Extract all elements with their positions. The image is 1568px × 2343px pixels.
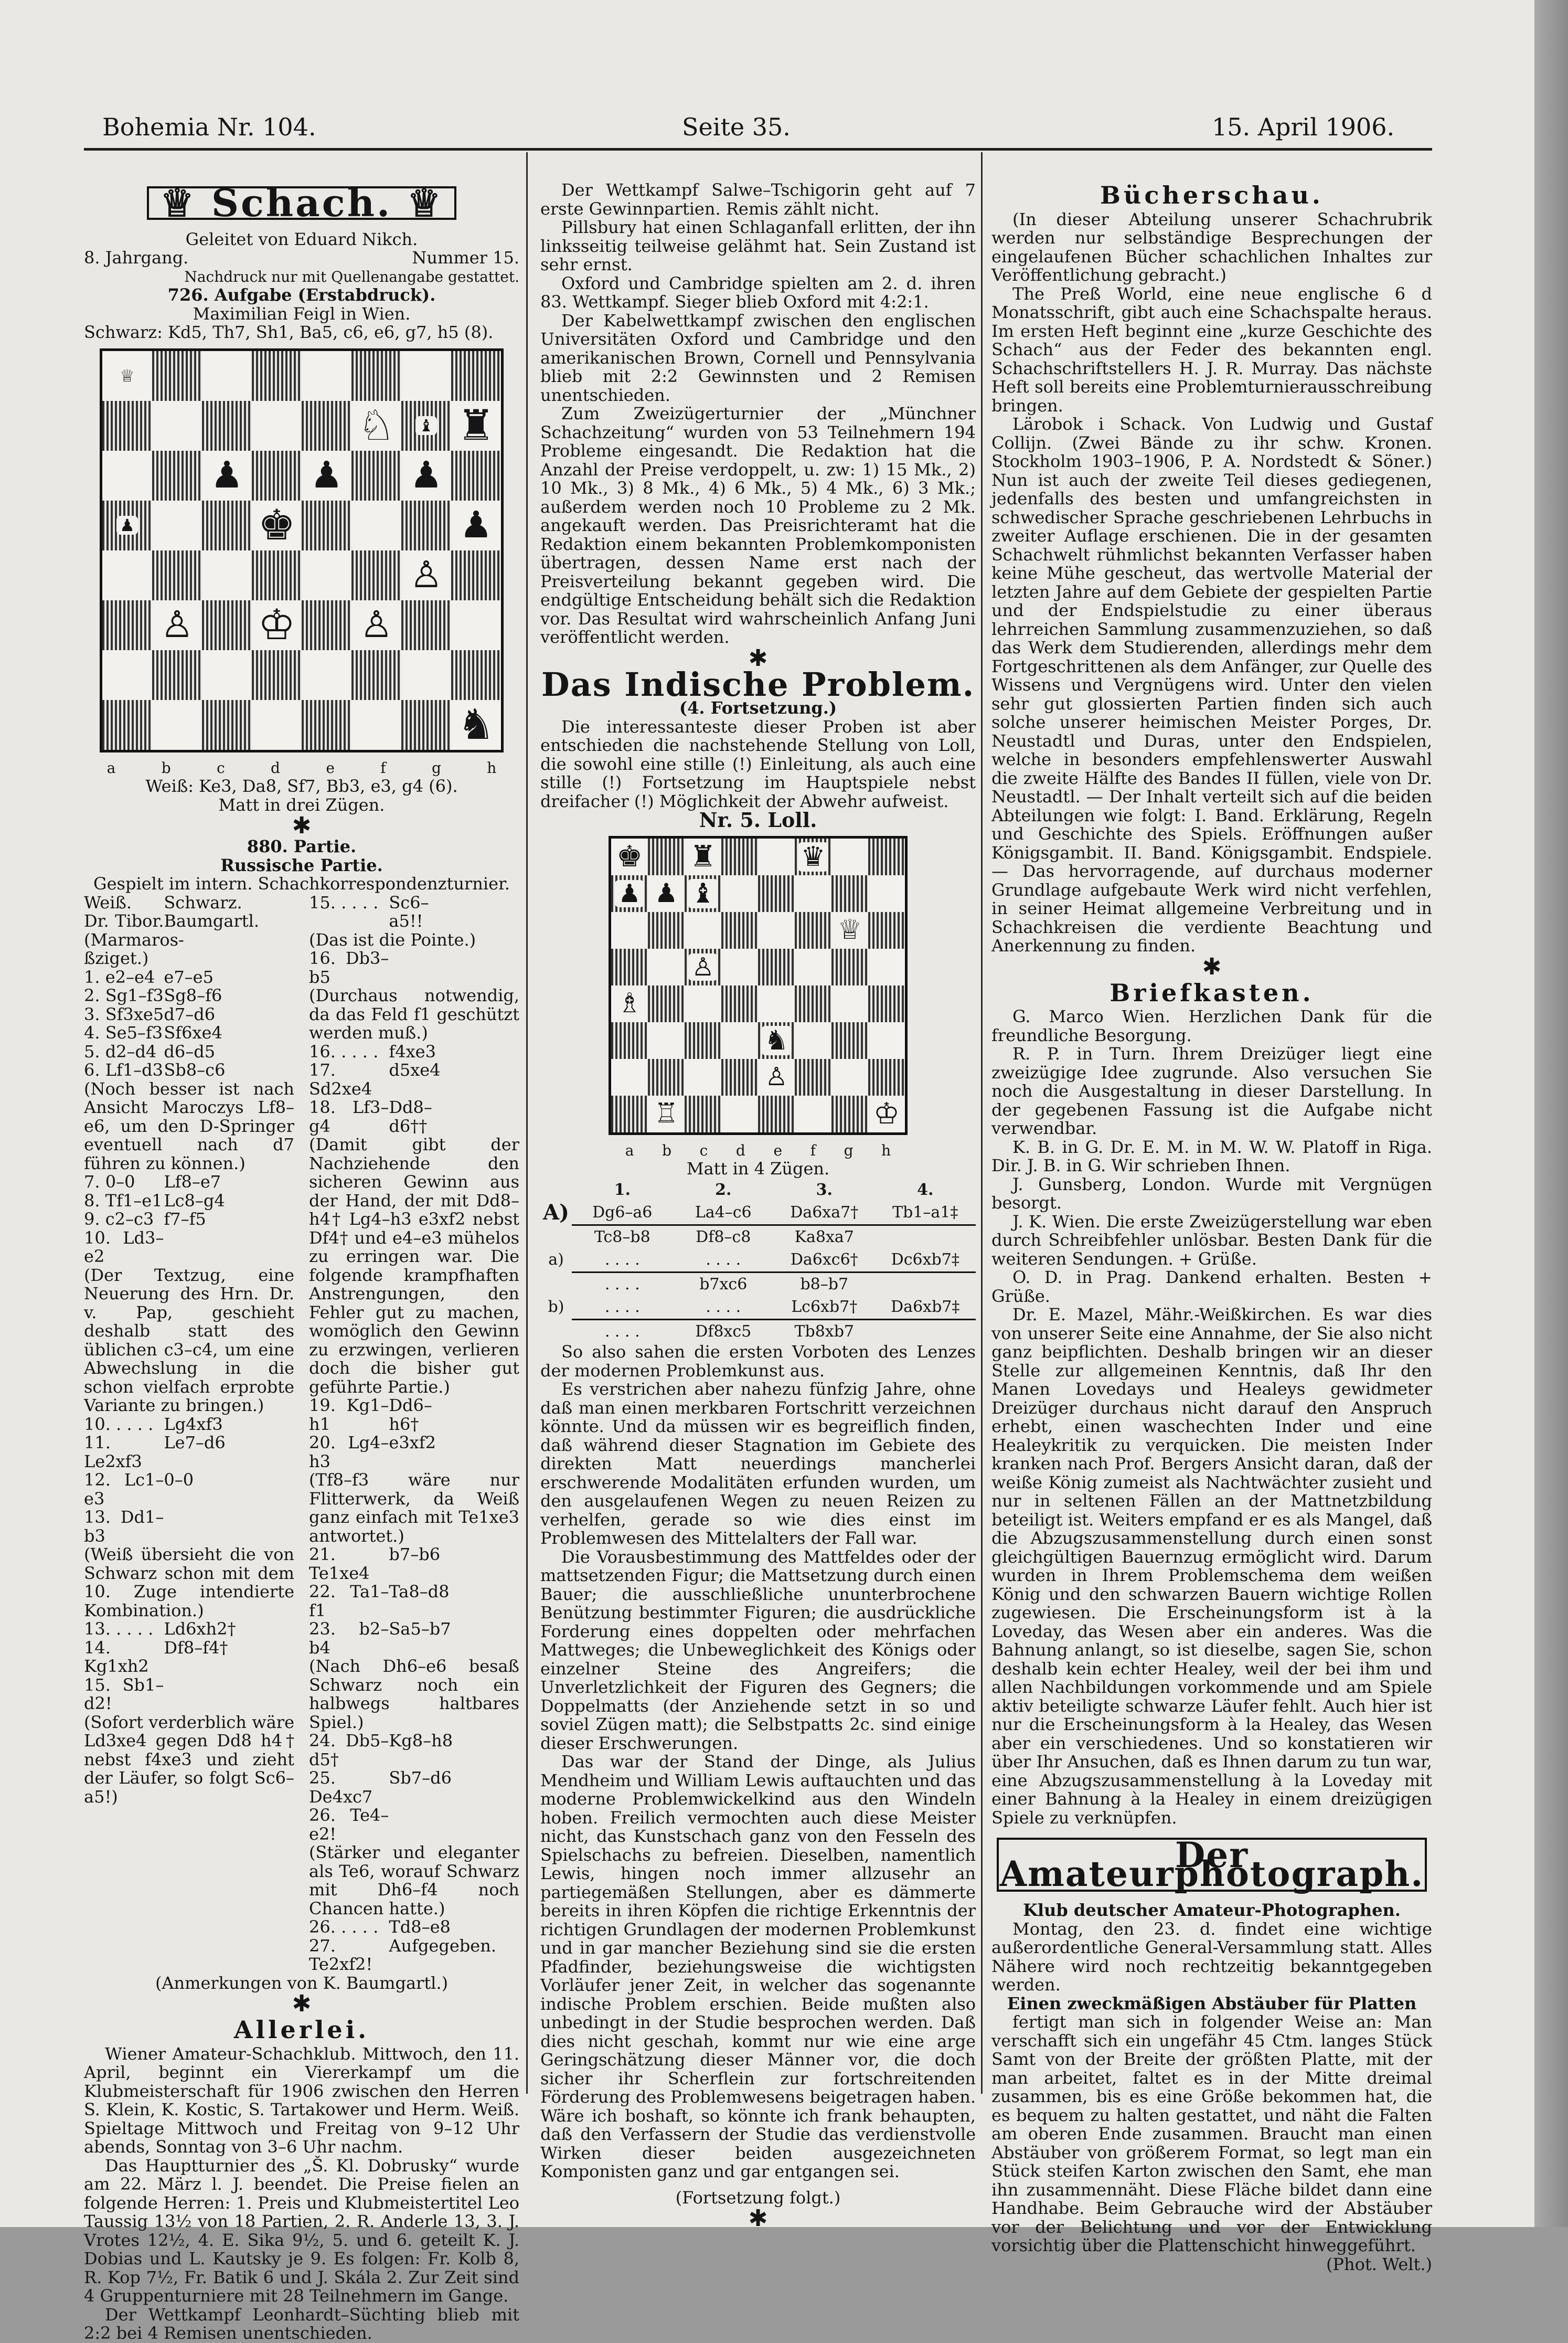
move-row xyxy=(84,1192,294,1211)
black-move: Sf6xe4 xyxy=(164,1023,222,1043)
black-move: e7–e5 xyxy=(164,967,214,987)
mailbox-entry: J. Gunsberg, London. Wurde mit Vergnügen besorgt. xyxy=(991,1174,1432,1213)
chess-diagram-726: ♕ ♘ ♝ ♜ ♟ ♟ ♟ ♟ ♚ ♟ ♙ ♙ ♔ ♙ ♞ xyxy=(100,348,504,752)
mailbox-entry: R. P. in Turn. Ihrem Dreizüger liegt eine zweizügige Idee zugrunde. Also versuchen Sie noch die Ausgestaltung in dieser Darstellung. In der gegebenen Fassung ist die Aufgabe nicht verwendbar. xyxy=(991,1044,1432,1138)
separator-star: ✱ xyxy=(292,812,312,839)
game-name: Russische Partie. xyxy=(220,855,383,875)
column-news xyxy=(540,181,976,2230)
black-move xyxy=(164,1676,231,1713)
white-pieces: Weiß: Ke3, Da8, Sf7, Bb3, e3, g4 (6). xyxy=(145,776,458,796)
white-move: 8. Tf1–e1 xyxy=(84,1190,163,1211)
black-move: Dd8–d6†† xyxy=(389,1097,432,1136)
books-title: Bücherschau. xyxy=(1100,181,1324,209)
white-move: 11. Le2xf3 xyxy=(84,1433,142,1471)
mailbox-entry: G. Marco Wien. Herzlichen Dank für die freundliche Besorgung. xyxy=(991,1006,1432,1045)
move-row xyxy=(309,1769,519,1806)
solution-table: 1. 2. 3. 4. A) Dg6–a6 La4–c6 Da6xa7† Tb1–a1‡ Tc8–b8 Df8–c8 Ka8xa7 a) . . . . . . . . Da6xc6† Dc6xb7‡ . . . . b7xc6 b8–b7 b) . . . . . . . . Lc6xb7† Da6xb7‡ . . . . Df8xc5 Tb8xb7 xyxy=(540,1179,976,1343)
white-move: 26. . . . . xyxy=(309,1917,379,1937)
move-row xyxy=(84,1676,294,1713)
black-move: d5xe4 xyxy=(389,1060,441,1080)
black-move: Lf8–e7 xyxy=(164,1172,221,1192)
black-move: e3xf2 xyxy=(389,1433,436,1453)
white-move: 7. 0–0 xyxy=(84,1172,135,1192)
move-row xyxy=(84,1471,294,1508)
move-row xyxy=(84,968,294,987)
move-row xyxy=(84,1639,294,1676)
black-move xyxy=(389,1806,456,1843)
black-move xyxy=(389,949,456,987)
column-divider xyxy=(981,152,983,2094)
separator-star: ✱ xyxy=(748,2205,768,2232)
white-move: 13. Dd1–b3 xyxy=(84,1507,164,1546)
reprint-note: Nachdruck nur mit Quellenangabe gestattet. xyxy=(184,268,519,285)
move-row xyxy=(309,1806,519,1843)
white-move: 6. Lf1–d3 xyxy=(84,1060,163,1080)
problem-author: Maximilian Feigl in Wien. xyxy=(193,303,411,324)
chess-issue-line xyxy=(84,249,519,268)
separator-star: ✱ xyxy=(292,1990,312,2017)
black-move: Kg8–h8 xyxy=(389,1731,453,1751)
white-move: 24. Db5–d5† xyxy=(309,1731,389,1769)
white-move: 25. De4xc7 xyxy=(309,1768,373,1807)
game-note: (Nach Dh6–e6 besaß Schwarz noch ein halbwegs haltbares Spiel.) xyxy=(309,1656,519,1732)
move-row xyxy=(84,1415,294,1434)
mailbox-title: Briefkasten. xyxy=(1110,978,1314,1007)
white-move: 15. . . . . xyxy=(309,892,379,913)
black-move: Td8–e8 xyxy=(389,1917,451,1937)
black-move: Sg8–f6 xyxy=(164,985,222,1005)
problem-title: 726. Aufgabe (Erstabdruck). xyxy=(167,285,436,305)
white-move: 1. e2–e4 xyxy=(84,967,155,987)
move-row xyxy=(84,1043,294,1062)
white-move: 23. b2–b4 xyxy=(309,1619,389,1658)
header-rule xyxy=(84,148,1432,151)
misc-paragraph: Der Wettkampf Leonhardt–Süchting blieb mit 2:2 bei 4 Remisen unentschieden. xyxy=(84,2304,519,2343)
separator-star: ✱ xyxy=(748,644,768,672)
move-row xyxy=(309,1043,519,1062)
black-move: 0–0 xyxy=(164,1470,194,1490)
mailbox-entry: O. D. in Prag. Dankend erhalten. Besten + Grüße. xyxy=(991,1267,1432,1306)
game-score xyxy=(84,894,519,1974)
game-score-left: Weiß. Schwarz. Dr. Tibor. (Marmaros-ßziget.) Baumgartl. 1. e2–e4 e7–e5 2. Sg1–f3 Sg8–f6 3. Sf3xe5 d7–d6 4. Se5–f3 Sf6xe4 5. d2–d4 d6–d5 6. Lf1–d3 Sb8–c6 (Noch besser ist nach Ansicht Maroczys Lf8–e6, um den D-Springer eventuell nach d7 führen zu können.) 7. 0–0 Lf8–e7 8. Tf1–e1 Lc8–g4 9. c2–c3 f7–f5 10. Ld3–e2 (Der Textzug, eine Neuerung des Hrn. Dr. v. Pap, geschieht deshalb statt des üblichen c3–c4, um eine Abwechslung in die schon vielfach erprobte Variante zu bringen.) 10. . . . . Lg4xf3 11. Le2xf3 Le7–d6 12. Lc1–e3 0–0 13. Dd1–b3 (Weiß übersieht die von Schwarz schon mit dem 10. Zuge intendierte Kombination.) 13. . . . . Ld6xh2† 14. Kg1xh2 Df8–f4† 15. Sb1–d2! (Sofort verderblich wäre Ld3xe4 gegen Dd8 h4† nebst f4xe3 und zieht der Läufer, so folgt Sc6–a5!) xyxy=(84,892,294,1807)
white-move: 13. . . . . xyxy=(84,1619,154,1639)
game-note: (Durchaus notwendig, da das Feld f1 geschützt werden muß.) xyxy=(309,985,519,1043)
move-row xyxy=(309,1937,519,1974)
indian-paragraph: Es verstrichen aber nahezu fünfzig Jahre, ohne daß man einen merkbaren Fortschritt verzeichnen könnte. Und da müssen wir es begreiflich finden, daß während dieser Stagnation im Gebiete des direkten Matt neuerdings mancherlei erschwerende Modalitäten erfunden wurden, um den ausgelaufenen Wegen zu neuen Reizen zu verhelfen, gerade so wie dies einst im Problemwesen des Mittelalters der Fall war. xyxy=(540,1379,976,1548)
white-move: 18. Lf3–g4 xyxy=(309,1097,389,1136)
indian-problem-subtitle: (4. Fortsetzung.) xyxy=(679,698,837,718)
move-row xyxy=(84,1024,294,1043)
black-move: Dd6–h6† xyxy=(389,1395,432,1434)
mailbox-entry: Dr. E. Mazel, Mähr.-Weißkirchen. Es war dies von unserer Seite eine Annahme, der Sie also nicht ganz beipflichten. Deshalb bringen wir an dieser Stelle zur allgemeinen Kenntnis, daß Ihr den Manen Lovedays und Healeys gewidmeter Dreizüger durchaus nicht darauf den Anspruch erhebt, einen waschechten Inder und eine Healeykritik zu verquicken. Die meisten Inder kranken nach Prof. Bergers Ansicht daran, daß der weiße König zumeist als Nachtwächter zusieht und nur in seltenen Fällen an der Mattnetzbildung beteiligt ist. Weiters empfand er es als Mangel, daß die Abzugszusammenstellung durch einen sonst gleichgültigen Bauernzug ermöglicht wird. Darum wurden in Ihrem Problemschema dem weißen König und den schwarzen Bauern wichtige Rollen zugewiesen. Die Erscheinungsform ist à la Loveday, das Wesen aber ein anderes. Was die Bahnung anlangt, so ist dieselbe, sagen Sie, schon deshalb kein echter Healey, weil der bei ihm und allen Nachbildungen vorkommende und am Spiele aktiv beteiligte schwarze Läufer fehlt. Auch hier ist nur die Erscheinungsform à la Healey, das Wesen aber ein verschiedenes. Und so konstatieren wir über Ihr Ansuchen, daß es Ihnen darum zu tun war, eine Abzugszusammenstellung à la Loveday mit einer Bahnung à la Healey in einem dreizügigen Spiele zu verknüpfen. xyxy=(991,1305,1432,1828)
move-row xyxy=(84,1508,294,1545)
move-row xyxy=(309,1732,519,1769)
move-row xyxy=(309,1620,519,1657)
move-row xyxy=(84,1173,294,1192)
chess-editor: Geleitet von Eduard Nikch. xyxy=(185,229,418,249)
black-move: Ld6xh2† xyxy=(164,1619,236,1639)
white-move: 12. Lc1–e3 xyxy=(84,1470,164,1509)
white-move: 15. Sb1–d2! xyxy=(84,1674,164,1713)
white-move: 9. c2–c3 xyxy=(84,1209,154,1229)
move-row xyxy=(84,1210,294,1229)
continuation-note: (Fortsetzung folgt.) xyxy=(675,2187,841,2208)
photo-paragraph: fertigt man sich in folgender Weise an: Man verschafft sich ein ungefähr 45 Ctm. langes Stück Samt von der Breite der größten Platte, mit der man arbeitet, faltet es in der Mitte dreimal zusammen, bis es eine Größe bekommen hat, die es bequem zu halten gestattet, und näht die Falten am oberen Ende zusammen. Braucht man einen Abstäuber von größerem Format, so legt man ein Stück steifen Karton zwischen den Samt, ehe man ihn zusammennäht. Diese Fläche bildet dann eine Handhabe. Beim Gebrauche wird der Abstäuber vor der Belichtung und vor der Entwicklung vorsichtig über die Plattenschicht hinweggeführt. xyxy=(991,2012,1432,2255)
black-move: Sb8–c6 xyxy=(164,1060,226,1080)
chess-number: Nummer 15. xyxy=(412,248,519,268)
black-move xyxy=(164,1508,231,1545)
move-row xyxy=(309,1583,519,1620)
move-row xyxy=(84,1229,294,1266)
move-row xyxy=(309,1061,519,1098)
game-score-right xyxy=(302,894,519,1974)
column-reviews xyxy=(991,181,1432,2274)
chess-diagram-loll: ♚ ♜ ♛ ♟ ♟ ♝ ♕ ♙ ♗ ♞ ♙ ♖ ♔ xyxy=(609,836,908,1135)
move-row xyxy=(309,1545,519,1583)
misc-paragraph: Wiener Amateur-Schachklub. Mittwoch, den 11. April, beginnt ein Viererkampf um die Klubmeisterschaft für 1906 zwischen den Herren S. Klein, K. Kostic, S. Tartakower und Herm. Weiß. Spieltage Mittwoch und Freitag von 9–12 Uhr abends, Sonntag von 3–6 Uhr nachm. xyxy=(84,2043,519,2157)
mailbox-entry: J. K. Wien. Die erste Zweizügerstellung war eben durch Schreibfehler unlösbar. Besten Dank für die weiteren Sendungen. + Grüße. xyxy=(991,1211,1432,1269)
white-move: 26. Te4–e2! xyxy=(309,1805,389,1844)
move-row xyxy=(309,1434,519,1471)
indian-paragraph: Das war der Stand der Dinge, als Julius Mendheim und William Lewis auftauchten und das moderne Problemwickelkind aus den Windeln hoben. Freilich vermochten auch diese Meister nicht, das Kunstschach ganz von den Fesseln des Spielschachs zu befreien. Dieselben, namentlich Lewis, hingen noch immer allzusehr an partiegemäßen Stellungen, aber es dämmerte bereits in ihren Köpfen die richtige Erkenntnis der richtigen Grundlagen der modernen Problemkunst und in gar mancher Beziehung sind sie die ersten Pfadfinder, beziehungsweise die wichtigsten Vorläufer jener Zeit, in welcher das sogenannte indische Problem erschien. Beide mußten also unbedingt in der Studie besprochen werden. Daß dies nicht geschah, kommt nur wie eine arge Geringschätzung dieser Männer vor, die doch sicher ihr Scherflein zur fortschreitenden Förderung des Problemwesens beigetragen haben. Wäre ich boshaft, so könnte ich frank behaupten, daß den Verfassern der Studie das verdienstvolle Wirken dieser beiden ausgezeichneten Komponisten ganz und gar entgangen sei. xyxy=(540,1752,976,2181)
indian-paragraph: Die Vorausbestimmung des Mattfeldes oder der mattsetzenden Figur; die Mattsetzung durch einen Bauer; die ausschließliche ununterbrochene Benützung bestimmter Figuren; die ausdrückliche Forderung eines doppelten oder mehrfachen Mattweges; die Unbeweglichkeit des Königs oder einzelner Steine des Angreifers; die Unverletzlichkeit der Figuren des Gegners; die Doppelmatts (der Anziehende setzt in so und soviel Zügen matt); die Selbstpatts 2c. sind einige dieser Erschwerungen. xyxy=(540,1546,976,1753)
game-note: (Weiß übersieht die von Schwarz schon mit dem 10. Zuge intendierte Kombination.) xyxy=(84,1544,294,1620)
news-paragraph: Pillsbury hat einen Schlaganfall erlitten, der ihn linksseitig teilweise gelähmt hat. Sein Zustand ist sehr ernst. xyxy=(540,217,976,274)
header-right: 15. April 1906. xyxy=(1212,113,1395,141)
game-note: (Noch besser ist nach Ansicht Maroczys Lf8–e6, um den D-Springer eventuell nach d7 führen zu können.) xyxy=(84,1078,294,1173)
white-move: 21. Te1xe4 xyxy=(309,1544,370,1583)
black-move: f7–f5 xyxy=(164,1209,206,1229)
black-move: Sb7–d6 xyxy=(389,1768,452,1788)
indian-problem-title: Das Indische Problem. xyxy=(541,665,975,704)
header-center: Seite 35. xyxy=(682,113,791,141)
books-paragraph: Lärobok i Schack. Von Ludwig und Gustaf Collijn. (Zwei Bände zu ihr schw. Kronen. Stockholm 1903–1906, P. A. Nordstedt & Söner.) Nun ist auch der zweite Teil dieses gediegenen, jedenfalls des besten und umfangreichsten in schwedischer Sprache geschriebenen Lehrbuchs in zweiter Auflage erschienen. Die in der gesamten Schachwelt rühmlichst bekannten Verfasser haben keine Mühe gescheut, das wertvolle Material der letzten Jahre auf dem Gebiete der gespielten Partie und der Endspielstudie zu einer überaus lehrreichen Sammlung zusammenzuziehen, so daß das Werk dem Studierenden, allerdings mehr dem Fortgeschrittenen als dem Anfänger, zur Quelle des Wissens und Vergnügens wird. Unter den vielen sehr gut glossierten Partien finden sich auch solche unserer heimischen Meister Porges, Dr. Neustadtl und Duras, unter den Endspielen, welche in besonders empfehlenswerter Auswahl die zweite Hälfte des Bandes II füllen, viele von Dr. Neustadtl. — Der Inhalt verteilt sich auf die beiden Abteilungen wie folgt: I. Band. Erklärung, Regeln und Geschichte des Spiels. Eröffnungen außer Königsgambit. II. Band. Königsgambit. Endspiele. — Das hervorragende, auf durchaus moderner Grundlage aufgebaute Werk wird nicht verfehlen, in seiner Heimat allgemeine Verbreitung und in Schachkreisen die verdiente Beachtung und Anerkennung zu finden. xyxy=(991,414,1432,956)
photo-club-heading: Klub deutscher Amateur-Photographen. xyxy=(1023,1900,1401,1920)
black-move xyxy=(164,1229,231,1266)
white-move: 10. Ld3–e2 xyxy=(84,1227,164,1266)
white-move: 17. Sd2xe4 xyxy=(309,1060,372,1099)
white-move: 19. Kg1–h1 xyxy=(309,1395,389,1434)
black-move: d7–d6 xyxy=(164,1004,216,1024)
game-note: (Tf8–f3 wäre nur Flitterwerk, da Weiß ganz einfach mit Te1xe3 antwortet.) xyxy=(309,1470,519,1546)
books-paragraph: (In dieser Abteilung unserer Schachrubrik werden nur selbständige Besprechungen der eingelaufenen Bücher schachlichen Inhaltes zur Veröffentlichung gebracht.) xyxy=(991,209,1432,285)
photo-duster-heading: Einen zweckmäßigen Abstäuber für Platten xyxy=(1007,1993,1417,2013)
move-row xyxy=(84,1620,294,1639)
black-move: Aufgegeben. xyxy=(389,1935,496,1956)
misc-paragraph: Das Hauptturnier des „Š. Kl. Dobrusky“ wurde am 22. März l. J. beendet. Die Preise fielen an folgende Herren: 1. Preis und Klubmeistertitel Leo Taussig 13½ von 18 Partien, 2. R. Anderle 13, 3. J. Vrotes 12½, 4. E. Sika 9½, 5. und 6. geteilt K. J. Dobias und L. Kautsky je 9. Es folgen: Fr. Kolb 8, R. Kop 7½, Fr. Batik 6 und J. Skála 2. Zur Zeit sind 4 Gruppenturniere mit 28 Teilnehmern im Gange. xyxy=(84,2155,519,2306)
news-paragraph: Der Kabelwettkampf zwischen den englischen Universitäten Oxford und Cambridge und den amerikanischen Brown, Cornell und Pennsylvania blieb mit 2:2 Gewinnsten und 2 Remisen unentschieden. xyxy=(540,310,976,405)
move-row xyxy=(84,1061,294,1080)
white-move: 16. Db3–b5 xyxy=(309,948,389,987)
column-chess xyxy=(84,181,519,2343)
chess-year: 8. Jahrgang. xyxy=(84,248,189,268)
misc-title: Allerlei. xyxy=(233,2016,370,2044)
game-note: (Stärker und eleganter als Te6, worauf Schwarz mit Dh6–f4 noch Chancen hatte.) xyxy=(309,1842,519,1918)
move-row xyxy=(309,894,519,931)
game-title: 880. Partie. xyxy=(247,836,357,856)
black-move: Lc8–g4 xyxy=(164,1190,225,1211)
black-move: Df8–f4† xyxy=(164,1637,228,1658)
white-move: 10. . . . . xyxy=(84,1414,154,1434)
board-file-labels: a b c d e f g h xyxy=(625,1141,891,1159)
game-note: (Damit gibt der Nachziehende den sicheren Gewinn aus der Hand, der mit Dd8–h4† Lg4–h3 e3xf2 nebst Df4† und e4–e3 mühelos zu erringen war. Die folgende krampfhaften Anstrengungen, den Fehler gut zu machen, womöglich den Gewinn zu erzwingen, verlieren doch die bisher gut geführte Partie.) xyxy=(309,1135,519,1397)
move-row xyxy=(84,1005,294,1024)
chess-section-title: ♕ Schach. ♕ xyxy=(147,186,456,220)
white-move: 5. d2–d4 xyxy=(84,1041,157,1062)
move-row xyxy=(309,1098,519,1136)
white-move: 2. Sg1–f3 xyxy=(84,985,164,1005)
white-move: 22. Ta1–f1 xyxy=(309,1582,389,1620)
move-row xyxy=(84,1434,294,1471)
game-note: (Der Textzug, eine Neuerung des Hrn. Dr. v. Pap, geschieht deshalb statt des üblichen c3–c4, um eine Abwechslung in die schon vielfach erprobte Variante zu bringen.) xyxy=(84,1265,294,1415)
white-move: 4. Se5–f3 xyxy=(84,1023,163,1043)
black-move: d6–d5 xyxy=(164,1041,216,1062)
loll-mate-in: Matt in 4 Zügen. xyxy=(686,1159,830,1179)
white-move: 14. Kg1xh2 xyxy=(84,1637,149,1676)
black-move: Lg4xf3 xyxy=(164,1414,223,1434)
black-move: Le7–d6 xyxy=(164,1433,226,1453)
black-pieces: Schwarz: Kd5, Th7, Sh1, Ba5, c6, e6, g7, h5 (8). xyxy=(84,322,494,342)
game-note: (Sofort verderblich wäre Ld3xe4 gegen Dd8 h4† nebst f4xe3 und zieht der Läufer, so folgt Sc6–a5!) xyxy=(84,1712,294,1807)
diagram-title: Nr. 5. Loll. xyxy=(699,808,817,832)
move-row xyxy=(309,949,519,987)
column-divider xyxy=(526,152,528,2094)
news-paragraph: Zum Zweizügerturnier der „Münchner Schachzeitung“ wurden von 53 Teilnehmern 194 Probleme eingesandt. Die Redaktion hat die Anzahl der Preise verdoppelt, u. zw: 1) 15 Mk., 2) 10 Mk., 3) 8 Mk., 4) 6 Mk., 5) 4 Mk., 6) 3 Mk.; außerdem werden noch 10 Probleme zu 2 Mk. angekauft werden. Das Preisrichteramt hat die Redaktion einem bekannten Problemkomponisten übertragen, dessen Name erst nach der Preisverteilung bekannt gegeben wird. Die endgültige Entscheidung behält sich die Redaktion vor. Das Resultat wird wahrscheinlich Anfang Juni veröffentlicht werden. xyxy=(540,404,976,647)
indian-paragraph: So also sahen die ersten Vorboten des Lenzes der modernen Problemkunst aus. xyxy=(540,1342,976,1381)
page-edge xyxy=(1534,0,1568,2227)
game-note: (Das ist die Pointe.) xyxy=(309,929,476,950)
black-move: Sa5–b7 xyxy=(389,1619,451,1639)
move-row xyxy=(309,1396,519,1434)
problem-mate-in: Matt in drei Zügen. xyxy=(218,794,385,815)
black-move: Sc6–a5!! xyxy=(389,892,429,931)
indian-problem-intro: Die interessanteste dieser Proben ist aber entschieden die nachstehende Stellung von Loll, die sowohl eine stille (!) Einleitung, als auch eine stille (!) Fortsetzung im Hauptspiele nebst dreifacher (!) Möglichkeit der Abwehr aufweist. xyxy=(540,716,976,811)
move-row xyxy=(309,1918,519,1937)
photo-credit: (Phot. Welt.) xyxy=(1326,2254,1432,2274)
white-move: 27. Te2xf2! xyxy=(309,1935,373,1974)
header-left: Bohemia Nr. 104. xyxy=(102,113,316,141)
black-move: Ta8–d8 xyxy=(389,1582,450,1602)
game-event: Gespielt im intern. Schachkorrespondenzturnier. xyxy=(93,874,510,894)
news-paragraph: Der Wettkampf Salwe–Tschigorin geht auf 7 erste Gewinnpartien. Remis zählt nicht. xyxy=(540,180,976,219)
photo-paragraph: Montag, den 23. d. findet eine wichtige außerordentliche General-Versammlung statt. Alles Nähere wird noch rechtzeitig bekanntgegeben werden. xyxy=(991,1918,1432,1995)
move-row xyxy=(84,987,294,1005)
white-move: 3. Sf3xe5 xyxy=(84,1004,164,1024)
photo-section-title: Der Amateurphotograph. xyxy=(997,1838,1427,1892)
black-move: f4xe3 xyxy=(389,1041,436,1062)
white-move: 20. Lg4–h3 xyxy=(309,1433,389,1471)
black-move: b7–b6 xyxy=(389,1544,441,1564)
books-paragraph: The Preß World, eine neue englische 6 d Monatsschrift, gibt auch eine Schachspalte heraus. Im ersten Heft beginnt eine „kurze Geschichte des Schach“ aus der Feder des bekannten engl. Schachschriftstellers H. J. R. Murray. Das nächste Heft soll bereits eine Problemturnierausschreibung bringen. xyxy=(991,283,1432,416)
mailbox-entry: K. B. in G. Dr. E. M. in M. W. W. Platoff in Riga. Dir. J. B. in G. Wir schrieben Ihnen. xyxy=(991,1137,1432,1175)
white-move: 16. . . . . xyxy=(309,1041,379,1062)
separator-star: ✱ xyxy=(1202,953,1222,980)
annotator: (Anmerkungen von K. Baumgartl.) xyxy=(155,1973,449,1993)
board-file-labels: a b c d e f g h xyxy=(106,759,497,777)
news-paragraph: Oxford und Cambridge spielten am 2. d. ihren 83. Wettkampf. Sieger blieb Oxford mit 4:2:1. xyxy=(540,273,976,312)
